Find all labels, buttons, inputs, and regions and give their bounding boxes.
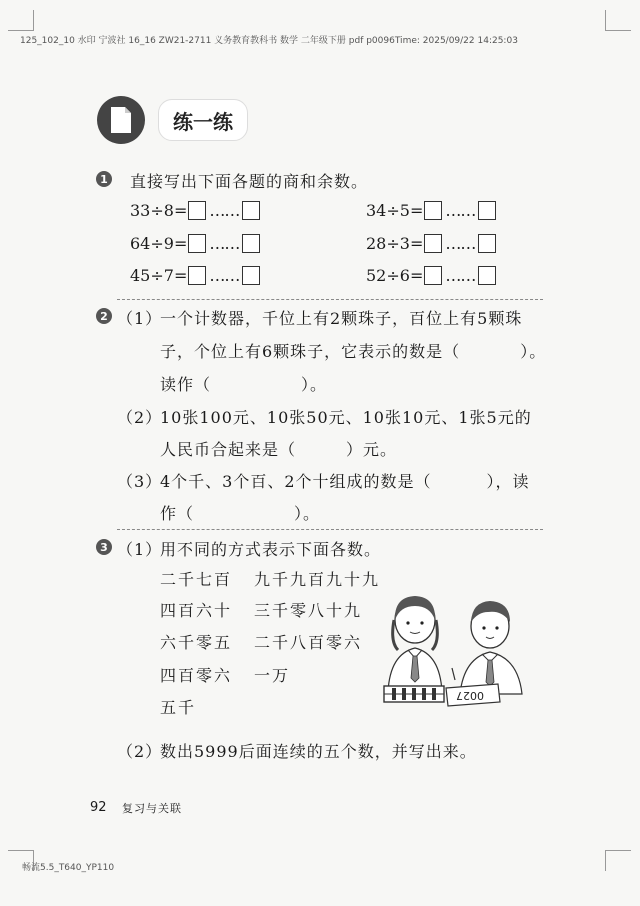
question-text: 子，个位上有6颗珠子，它表示的数是（ ）。 bbox=[160, 342, 547, 361]
number-word: 四百六十 bbox=[160, 601, 233, 620]
sub-question-label: （2） bbox=[117, 742, 163, 761]
question-text: 数出5999后面连续的五个数，并写出来。 bbox=[160, 742, 477, 761]
crop-mark bbox=[605, 850, 631, 871]
answer-box[interactable] bbox=[424, 266, 442, 285]
paper-number: 0027 bbox=[456, 689, 484, 702]
sub-question-label: （2） bbox=[117, 408, 163, 427]
number-word: 四百零六 bbox=[160, 666, 233, 685]
question-number: 2 bbox=[96, 308, 112, 324]
crop-mark bbox=[605, 10, 631, 31]
children-abacus-illustration bbox=[380, 592, 530, 710]
number-word: 九千九百九十九 bbox=[254, 570, 381, 589]
question-prompt: 直接写出下面各题的商和余数。 bbox=[130, 172, 369, 191]
question-text: 用不同的方式表示下面各数。 bbox=[160, 540, 382, 559]
sub-question-label: （1） bbox=[117, 540, 163, 559]
division-item: 45÷7= …… bbox=[130, 266, 261, 285]
division-item: 52÷6= …… bbox=[366, 266, 497, 285]
division-item: 34÷5= …… bbox=[366, 201, 497, 220]
question-number: 3 bbox=[96, 539, 112, 555]
print-meta: 125_102_10 水印 宁波社 16_16 ZW21-2711 义务教育教科书 数学 二年级下册 pdf p0096Time: 2025/09/22 14:25:03 bbox=[20, 36, 518, 46]
division-item: 28÷3= …… bbox=[366, 234, 497, 253]
division-item: 33÷8= …… bbox=[130, 201, 261, 220]
answer-box[interactable] bbox=[424, 234, 442, 253]
crop-mark bbox=[8, 10, 34, 31]
answer-box[interactable] bbox=[188, 234, 206, 253]
question-number: 1 bbox=[96, 171, 112, 187]
print-code: 畅流5.5_T640_YP110 bbox=[22, 863, 115, 873]
remainder-box[interactable] bbox=[242, 234, 260, 253]
question-text: 10张100元、10张50元、10张10元、1张5元的 bbox=[160, 408, 532, 427]
number-word: 五千 bbox=[160, 698, 197, 717]
remainder-box[interactable] bbox=[478, 266, 496, 285]
sub-question-label: （3） bbox=[117, 472, 163, 491]
answer-box[interactable] bbox=[188, 266, 206, 285]
section-title: 练一练 bbox=[158, 99, 248, 141]
question-text: 4个千、3个百、2个十组成的数是（ ），读 bbox=[160, 472, 530, 491]
division-item: 64÷9= …… bbox=[130, 234, 261, 253]
page-number: 92 bbox=[90, 800, 107, 815]
girl-figure bbox=[388, 596, 442, 692]
boy-figure bbox=[452, 601, 522, 694]
document-icon bbox=[97, 96, 145, 144]
sub-question-label: （1） bbox=[117, 309, 163, 328]
question-text: 读作（ ）。 bbox=[160, 375, 328, 394]
remainder-box[interactable] bbox=[478, 201, 496, 220]
divider bbox=[117, 529, 543, 530]
number-word: 一万 bbox=[254, 666, 291, 685]
answer-box[interactable] bbox=[188, 201, 206, 220]
question-text: 人民币合起来是（ ）元。 bbox=[160, 440, 398, 459]
answer-box[interactable] bbox=[424, 201, 442, 220]
remainder-box[interactable] bbox=[242, 266, 260, 285]
remainder-box[interactable] bbox=[242, 201, 260, 220]
number-word: 六千零五 bbox=[160, 633, 233, 652]
number-word: 三千零八十九 bbox=[254, 601, 363, 620]
question-text: 作（ ）。 bbox=[160, 504, 321, 523]
number-word: 二千七百 bbox=[160, 570, 233, 589]
abacus bbox=[384, 686, 444, 702]
divider bbox=[117, 299, 543, 300]
question-text: 一个计数器，千位上有2颗珠子，百位上有5颗珠 bbox=[160, 309, 523, 328]
chapter-label: 复习与关联 bbox=[122, 802, 182, 815]
paper-sheet bbox=[446, 684, 500, 706]
number-word: 二千八百零六 bbox=[254, 633, 363, 652]
remainder-box[interactable] bbox=[478, 234, 496, 253]
